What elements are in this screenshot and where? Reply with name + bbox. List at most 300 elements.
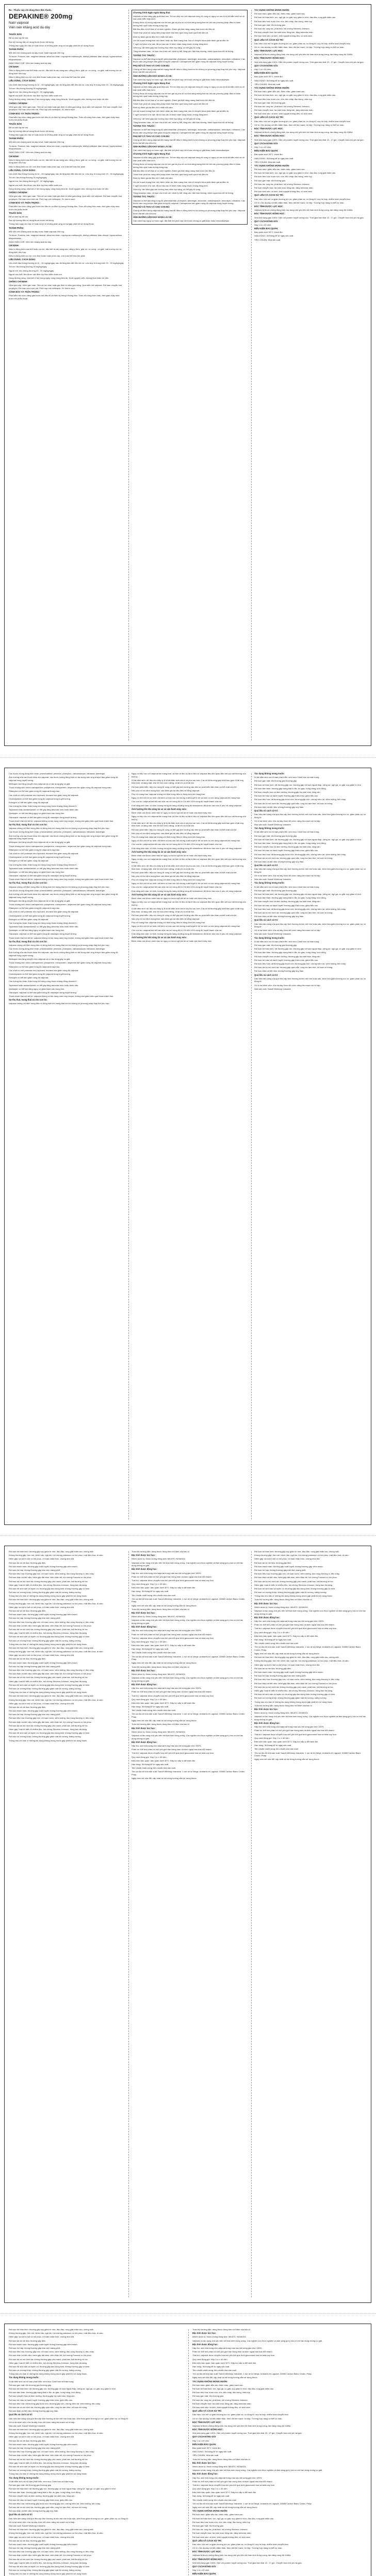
body-paragraph: Rối loạn hệ thần kinh: run, ngủ gà, co giật, suy giảm trí nhớ, đau đầu, rung giật nhãn cầu. (192, 2517, 274, 2520)
body-paragraph: Tiêu chuẩn chất lượng: tiêu chuẩn nhà sản xuất. (254, 1642, 299, 1645)
body-paragraph: Thông báo cho bác sĩ những tác dụng không mong muốn gặp phải khi sử dụng thuốc. (9, 1739, 88, 1742)
body-paragraph: Không thường gặp: hôn mê, bệnh não, ngủ lịm, hội chứng parkinson có hồi phục, mất điều hòa, dị cảm. (9, 1698, 104, 1701)
body-paragraph: Mỗi viên nén kháng acid dạ dày chứa: Natri valproat 200 mg. (9, 230, 65, 233)
body-paragraph: Rối loạn hệ sinh sản và tuyến vú: thường gặp đau bụng kinh; không thường gặp vô kinh. (9, 2565, 90, 2568)
body-paragraph: Dị tật bẩm sinh và rối loạn phát triển: xem mục Cảnh báo và thận trọng. (254, 940, 320, 943)
section-heading: ĐIỀU KIỆN BẢO QUẢN: (254, 227, 279, 230)
body-paragraph: Thuốc kháng sinh nhóm carbapenem: panipenem, meropenem, imipenem làm giảm nồng độ valproat trong máu. (9, 961, 112, 964)
body-paragraph: Sinh khả dụng gần 100%. Gắn với protein huyết tương cao. Thời gian bán thải 15 - 17 giờ. Chuyển hóa chủ yếu tại gan. (254, 138, 364, 141)
body-paragraph: Hộp 1 lọ x 40 viên. (192, 2569, 210, 2572)
body-paragraph: Rối loạn tâm thần: thường gặp trạng thái lú lẫn, ảo giác, hung hăng, kích động. (254, 841, 326, 844)
section-heading: LIỀU DÙNG, CÁCH DÙNG: (9, 258, 36, 261)
leaflet-panel-3 (4, 1546, 371, 2303)
body-paragraph: Valproat có tác dụng chủ yếu trên hệ thần kinh trung ương. Các nghiên cứu thực nghiệm và lâm sàng gợi ý hai cơ chế tác dụng chống co giật. (192, 2469, 323, 2472)
body-paragraph: Viêm tụy: rất hiếm gặp các trường hợp viêm tụy nặng, có thể gây tử vong. (133, 117, 201, 120)
body-paragraph: Bệnh nhân cần được cảnh báo về nguy cơ buồn ngủ khi lái xe hoặc vận hành máy móc. (132, 811, 212, 814)
body-paragraph: Điều trị động kinh cục bộ: cơn đơn thuần hoặc phức tạp, cơn toàn thể hóa thứ phát. (9, 76, 86, 79)
body-paragraph: Dấu hiệu: hôn mê có giảm trương lực cơ, giảm phản xạ, co đồng tử, suy hô hấp, nhiễm toan chuyển hóa. (192, 2413, 289, 2416)
section-heading: CHỈ ĐỊNH: (9, 155, 20, 158)
body-paragraph: Thuốc kháng sinh nhóm carbapenem: panipenem, meropenem, imipenem làm giảm nồng độ valproat trong máu. (9, 844, 112, 848)
body-paragraph: Rối loạn tâm thần: thường gặp trạng thái lú lẫn, ảo giác, hung hăng, kích động. (9, 2391, 81, 2394)
panel3-column-c (254, 1550, 368, 2298)
body-paragraph: Rối loạn gan mật: tổn thương gan. (254, 179, 286, 182)
section-heading: Đặc tính dược lực học: (254, 1707, 279, 1710)
body-paragraph: Estrogen có thể làm giảm nồng độ valproat. (9, 801, 49, 804)
body-paragraph: Nguy cơ tiếp xúc với valproat khi mang thai: cả đơn trị liệu và đa trị liệu có valproat đều liên quan đến kết cục bất thường của thai kỳ. (132, 815, 246, 821)
body-paragraph: Rối loạn thận và tiết niệu: không thường gặp suy thận. (254, 805, 304, 808)
body-paragraph: Hiếm gặp: hoại tử biểu bì nhiễm độc, hội chứng Stevens-Johnson, hồng ban đa dạng. (9, 1632, 88, 1635)
body-paragraph: Đọc kỹ hướng dẫn sử dụng thuốc trước khi dùng. (9, 219, 54, 222)
body-paragraph: Rối loạn tai và mê đạo: thường gặp điếc. (254, 1667, 292, 1670)
body-paragraph: Valproat có tác dụng chủ yếu trên hệ thần kinh trung ương. Các nghiên cứu thực nghiệm và lâm sàng gợi ý hai cơ chế tác dụng chống co giật. (192, 2339, 323, 2342)
body-paragraph: Nguy cơ đối với trẻ sơ sinh: rất hiếm có báo cáo hội chứng xuất huyết ở trẻ sơ sinh có mẹ dùng valproat khi mang thai. (132, 839, 241, 842)
body-paragraph: Rối loạn tâm thần: thường gặp trạng thái lú lẫn, ảo giác, hung hăng, kích động. (254, 896, 326, 900)
panel1-column-a (9, 9, 125, 741)
body-paragraph: Ảnh hưởng của các thuốc khác lên valproat: các thuốc chống động kinh có tác dụng cảm ứng enzym làm giảm nồng độ valproat trong huyết tương. (9, 893, 118, 899)
body-paragraph: Nếu phụ nữ dự định mang thai: cần đánh giá lại việc điều trị bằng valproat. (132, 789, 200, 792)
body-paragraph: Mefloquin làm tăng chuyển hóa valproat và có tác dụng gây co giật. (9, 958, 71, 961)
body-paragraph: Điều kiện bảo quản: bảo quản dưới 30°C. Đậy kín nắp lọ để tránh ẩm. (192, 2361, 257, 2364)
body-paragraph: Sinh khả dụng gần 100%. Gắn với protein huyết tương cao. Thời gian bán thải 15 - 17 giờ. Chuyển hóa chủ yếu tại gan. (192, 2561, 302, 2564)
body-paragraph: Không thường gặp: hôn mê, bệnh não, ngủ lịm, hội chứng parkinson có hồi phục, mất điều hòa, dị cảm. (9, 1650, 104, 1653)
body-paragraph: Topiramat hoặc acetazolamid: có thể gây tăng amoniac máu hoặc bệnh não. (9, 925, 79, 928)
body-paragraph: Xử trí: rửa dạ dày, lợi tiểu thẩm thấu, theo dõi tim mạch, hô hấp. Trường hợp nặng có thể lọc máu. (254, 45, 345, 48)
body-paragraph: Valproat là thuốc chống động kinh, tác dụng chủ yếu trên hệ thần kinh trung ương, làm tăng nồng độ GABA. (192, 2424, 291, 2427)
body-paragraph: Mỗi viên nén kháng acid dạ dày chứa: Natri valproat 200 mg. (9, 52, 65, 55)
body-paragraph: Cholestyramin có thể làm giảm nồng độ valproat trong huyết tương. (9, 797, 71, 800)
body-paragraph: Thải trừ: valproat được chuyển hóa chủ yếu bởi quá trình glucuronid hóa và beta-oxy hóa. (132, 1752, 214, 1755)
body-paragraph: Rối loạn cơ xương khớp: không thường gặp giảm mật độ xương, loãng xương. (9, 1639, 81, 1642)
body-paragraph: Rối loạn hệ thần kinh: rất thường gặp run; thường gặp rối loạn ngoại tháp, sững sờ, ngủ gà, co giật, suy giảm trí nhớ. (254, 783, 362, 786)
body-paragraph: Rối loạn gan mật: tổn thương gan thường gặp. (9, 2483, 52, 2486)
body-paragraph: Không thường gặp: hôn mê, bệnh não, ngủ lịm, hội chứng parkinson có hồi phục, mất điều hòa, dị cảm. (254, 1554, 349, 1557)
body-paragraph: Valproat chống chỉ định trong điều trị động kinh khi mang thai trừ khi không có phương pháp thay thế phù hợp. (9, 1002, 110, 1005)
body-paragraph: Rối loạn da và mô dưới da: thường gặp quá mẫn, rụng tóc tạm thời, rối loạn về móng. (254, 802, 333, 805)
body-paragraph: Valproat có thể làm tăng nồng độ phenobarbital, phenytoin, lamotrigin, zidovudin, carbamazepin, nimodipin, rufinamid. Các thuốc cảm ứng enzym làm giảm nồng độ valproat. Carbapenem làm giảm nồng độ valproat trong huyết tương. (133, 199, 245, 205)
body-paragraph: Không được sử dụng valproat cho trẻ em gái và phụ nữ có khả năng mang thai trừ khi các phương pháp điều trị khác không hiệu quả hoặc không dung nạp. (133, 21, 241, 27)
body-paragraph: Rối loạn chuyển hóa và dinh dưỡng: thường gặp hạ natri máu, tăng cân. (9, 2395, 75, 2398)
body-paragraph: Valproat có tác dụng chủ yếu trên hệ thần kinh trung ương. Các nghiên cứu thực nghiệm và lâm sàng gợi ý hai cơ chế tác dụng chống co giật. (254, 1715, 366, 1721)
body-paragraph: Rối loạn da và mô dưới da: thường gặp quá mẫn, rụng tóc tạm thời, rối loạn về móng. (254, 966, 333, 969)
body-paragraph: Quy cách đóng gói: Hộp 1 lọ x 40 viên. (254, 1631, 290, 1634)
body-paragraph: Hộp 1 lọ x 40 viên. (254, 223, 272, 226)
section-heading: Ảnh hưởng lên khả năng lái xe và vận hành máy móc: (132, 936, 187, 939)
body-paragraph: Rối loạn da: rụng tóc, phát ban, hội chứng Stevens-Johnson. (254, 27, 310, 30)
body-paragraph: Rối loạn tiêu hóa: rất thường gặp buồn nôn; thường gặp nôn, chứng viêm lợi, viêm miệng, tiêu chảy. (9, 2502, 101, 2505)
body-paragraph: Hiếm gặp: sa sút trí tuệ có hồi phục, rối loạn nhận thức, chứng nhìn đôi. (254, 1557, 320, 1561)
body-paragraph: Rối loạn tiêu hóa: buồn nôn, nôn, tiêu chảy, đau bụng, viêm tụy. (192, 2520, 251, 2523)
body-paragraph: Valproat có tác dụng chủ yếu trên hệ thần kinh trung ương. Các nghiên cứu thực nghiệm và lâm sàng gợi ý hai cơ chế tác dụng chống co giật. (132, 1619, 243, 1624)
body-paragraph: Điều trị động kinh cục bộ: cơn đơn thuần hoặc phức tạp, cơn toàn thể hóa thứ phát. (9, 165, 86, 168)
body-paragraph: Hạn dùng: 36 tháng kể từ ngày sản xuất. (192, 2495, 230, 2498)
body-paragraph: Rối loạn máu: giảm tiểu cầu, thiếu máu, giảm bạch cầu. (192, 2383, 243, 2386)
body-paragraph: Mefloquin làm tăng chuyển hóa valproat và có tác dụng gây co giật. (9, 782, 71, 785)
body-paragraph: Rối loạn cơ xương khớp: không thường gặp giảm mật độ xương, loãng xương. (254, 1591, 327, 1594)
body-paragraph: Ngày xem xét sửa đổi, cập nhật lại nội dung hướng dẫn sử dụng thuốc. (192, 2506, 258, 2509)
body-paragraph: Rối loạn sinh sản: vô kinh, kinh nguyệt không đều, vô sinh nam. (192, 2535, 251, 2538)
body-paragraph: Tên và địa chỉ nhà sản xuất: Sanofi Winthrop Industrie, 1 rue de la Vierge, Ambarès et Lagrave, 33565 Carbon Blanc Cedex, Pháp. (132, 1713, 246, 1719)
body-paragraph: Rối loạn da và mô dưới da: không thường gặp phù mạch, phát ban, bất thường về tóc. (9, 2458, 88, 2461)
section-heading: QUY CÁCH ĐÓNG GÓI: (254, 142, 279, 145)
body-paragraph: Dấu hiệu lâm sàng của quá liều cấp tính thường là hôn mê nhẹ hoặc sâu, kèm theo giảm trương lực cơ, giảm phản xạ, co đồng tử. (254, 813, 366, 819)
body-paragraph: Xử trí: rửa dạ dày, lợi tiểu thẩm thấu, theo dõi tim mạch, hô hấp. Trường hợp nặng có thể lọc máu. (192, 2417, 283, 2420)
body-paragraph: Bắt đầu điều trị bởi bác sĩ có kinh nghiệm. Đánh giá khả năng mang thai trước khi điều trị. (133, 170, 216, 172)
body-paragraph: Người cao tuổi: liều được xác định tùy theo kiểm soát cơn. (9, 183, 63, 187)
body-paragraph: Rối loạn hệ sinh sản và tuyến vú: thường gặp đau bụng kinh; không thường gặp vô kinh. (254, 1587, 336, 1590)
body-paragraph: Viêm gan cấp. Viêm gan mạn. Tiền sử cá nhân hoặc gia đình bị viêm gan nặng. Quá mẫn với valproat. Rối loạn chuyển hóa porphyrin. Rối loạn chu trình urê. Phối hợp với mefloquin, St John's wort. (9, 284, 122, 290)
body-paragraph: Dị tật bẩm sinh và rối loạn phát triển: xem mục Cảnh báo và thận trọng. (254, 831, 320, 834)
section-heading: QUÁ LIỀU VÀ CÁCH XỬ TRÍ: (254, 116, 284, 119)
body-paragraph: Hạn dùng: 36 tháng kể từ ngày sản xuất. (132, 1648, 169, 1651)
body-paragraph: Thải trừ: valproat được chuyển hóa chủ yếu bởi quá trình glucuronid hóa và beta-oxy hóa. (254, 1733, 337, 1736)
rx-notice: Rx - Thuốc này chỉ dùng theo đơn thuốc. (9, 9, 52, 11)
body-paragraph: Hấp thu: sinh khả dụng của valproat trong máu sau khi uống gần như 100%. (192, 2476, 263, 2479)
body-paragraph: Rối loạn tâm thần: thường gặp trạng thái lú lẫn, ảo giác, hung hăng, kích động. (9, 2491, 81, 2494)
body-paragraph: Rối loạn chuyển hóa: hạ natri máu, tăng cân, tăng amoniac máu. (254, 109, 314, 112)
body-paragraph: Rối loạn thận và tiết niệu: không thường gặp suy thận. (254, 860, 304, 863)
body-paragraph: Thải trừ: valproat được chuyển hóa chủ yếu bởi quá trình glucuronid hóa và beta-oxy hóa. (132, 1579, 214, 1582)
body-paragraph: Rối loạn da và mô dưới da: thường gặp quá mẫn, rụng tóc tạm thời, rối loạn về móng. (254, 911, 333, 914)
body-paragraph: Rối loạn hệ thần kinh: thường gặp suy giảm trí nhớ, đau đầu, rung giật nhãn cầu, chóng mặt. (9, 1598, 94, 1601)
body-paragraph: Bảo quản dưới 30°C, tránh ẩm. (192, 2447, 221, 2449)
section-heading: Đặc tính dược động học: (254, 1616, 280, 1619)
body-paragraph: Xử trí tại bệnh viện: rửa dạ dày, theo dõi chức năng tim mạch và hô hấp. (254, 819, 321, 822)
body-paragraph: Tiêu chuẩn chất lượng: tiêu chuẩn nhà sản xuất. (132, 1709, 176, 1712)
section-heading: QUY CÁCH ĐÓNG GÓI: (254, 64, 279, 67)
body-paragraph: Nhóm dược lý: thuốc chống động kinh. Mã ATC: N03AG01. (132, 1615, 186, 1618)
body-paragraph: Nhà sản xuất: Sanofi Winthrop Industrie. (254, 987, 291, 990)
body-paragraph: Các thuốc chống động kinh khác: phenobarbital, primidon, phenytoin, carbamazepin, felbamat, lamotrigin. (9, 947, 106, 951)
leaflet-panel-4 (4, 2324, 371, 2576)
body-paragraph: Hiếm gặp: sa sút trí tuệ có hồi phục, rối loạn nhận thức, chứng nhìn đôi. (9, 2535, 75, 2538)
body-paragraph: Điều trị động kinh toàn thể hoặc cục bộ, đặc biệt là các dạng sau: vắng ý thức, giật cơ, co cứng - co giật, mất trương lực và động kinh hỗn hợp. (9, 69, 122, 75)
body-paragraph: Ý nghĩ và hành vi tự sát: đã có báo cáo ở bệnh nhân dùng thuốc chống động kinh. (133, 113, 208, 116)
body-paragraph: Rối loạn da và mô dưới da: không thường gặp phù mạch, phát ban, bất thường về tóc. (254, 1685, 334, 1688)
body-paragraph: Lên kế hoạch mang thai: nếu bệnh nhân dự định mang thai, bác sĩ chuyên khoa phải đánh giá lại điều trị. (133, 110, 230, 113)
body-paragraph: Rối loạn hệ sinh sản và tuyến vú: thường gặp đau bụng kinh; không thường gặp vô kinh. (9, 1683, 90, 1686)
section-heading: ĐẶC TÍNH DƯỢC LỰC HỌC: (254, 127, 284, 130)
body-paragraph: Rối loạn hô hấp: không thường gặp tràn dịch màng phổi. (9, 1665, 61, 1668)
body-paragraph: Topiramat hoặc acetazolamid: có thể gây tăng amoniac máu hoặc bệnh não. (9, 984, 79, 987)
body-paragraph: Thông báo cho bác sĩ những tác dụng không mong muốn gặp phải khi sử dụng thuốc. (9, 2572, 88, 2575)
body-paragraph: Định kỳ đánh giá lại điều trị ít nhất mỗi năm. (133, 106, 173, 109)
body-paragraph: Tên và địa chỉ nhà sản xuất: Sanofi Winthrop Industrie, 1 rue de la Vierge, Ambarès et Lagrave, 33565 Carbon Blanc Cedex, Pháp. (254, 1751, 361, 1757)
body-paragraph: Bệnh nhân cần được cảnh báo về nguy cơ buồn ngủ khi lái xe hoặc vận hành máy móc. (132, 897, 212, 900)
body-paragraph: Rối loạn thận và tiết niệu: hiếm gặp đái dầm, viêm thận kẽ, hội chứng Fanconi có hồi phục. (9, 1720, 92, 1723)
body-paragraph: Rối loạn hệ máu và bạch huyết: thường gặp thiếu máu, giảm tiểu cầu. (254, 904, 319, 907)
body-paragraph: Hạn dùng: 36 tháng kể từ ngày sản xuất. (132, 1705, 169, 1708)
body-paragraph: Rối loạn mạch máu: thường gặp xuất huyết; không thường gặp viêm mạch. (9, 1565, 78, 1568)
body-paragraph: Estrogen có thể làm giảm nồng độ valproat. (9, 976, 49, 979)
body-paragraph: Rối loạn da và mô dưới da: không thường gặp phù mạch, phát ban, bất thường về tóc. (9, 2557, 88, 2561)
body-paragraph: Nhóm dược lý: thuốc chống động kinh. Mã ATC: N03AG01. (254, 1711, 309, 1715)
body-paragraph: Quetiapin: có thể làm tăng nguy cơ giảm bạch cầu trung tính. (9, 870, 65, 873)
body-paragraph: Tiêu chuẩn chất lượng: tiêu chuẩn nhà sản xuất. (132, 1767, 176, 1770)
body-paragraph: Rối loạn mạch máu: thường gặp xuất huyết; không thường gặp viêm mạch. (9, 1661, 78, 1664)
body-paragraph: Rối loạn tiêu hóa: rất thường gặp buồn nôn; thường gặp nôn, chứng viêm lợi, viêm miệng, tiêu chảy. (254, 798, 346, 801)
body-paragraph: Bắt đầu điều trị bởi bác sĩ có kinh nghiệm. Đánh giá khả năng mang thai trước khi điều trị. (133, 28, 216, 31)
body-paragraph: Rối loạn da và mô dưới da: không thường gặp phù mạch, phát ban, bất thường về tóc. (254, 1580, 334, 1583)
body-paragraph: Không thường gặp: hôn mê, bệnh não, ngủ lịm, hội chứng parkinson có hồi phục, mất điều hòa, dị cảm. (9, 2332, 104, 2335)
section-heading: QUY CÁCH ĐÓNG GÓI: (192, 2435, 217, 2438)
body-paragraph: Ảnh hưởng của các thuốc khác lên valproat: các thuốc chống động kinh có tác dụng cảm ứng enzym làm giảm nồng độ valproat trong huyết tương. (9, 834, 118, 840)
body-paragraph: Rối loạn thận và tiết niệu: hiếm gặp đái dầm, viêm thận kẽ, hội chứng Fanconi có hồi phục. (9, 2554, 92, 2557)
body-paragraph: Thải trừ: valproat được chuyển hóa chủ yếu bởi quá trình glucuronid hóa và beta-oxy hóa. (132, 1694, 214, 1697)
body-paragraph: Nhà sản xuất: Sanofi Winthrop Industrie. (254, 933, 291, 936)
body-paragraph: Valproat là thuốc chống động kinh, tác dụng chủ yếu trên hệ thần kinh trung ương, làm tăng nồng độ GABA. (254, 53, 353, 56)
body-paragraph: Thuốc tránh thai nội tiết tố: valproat không có tác dụng cảm ứng enzym, không làm giảm hiệu quả thuốc tránh thai. (9, 819, 114, 822)
body-paragraph: Nhóm dược lý: thuốc chống động kinh. Mã ATC: N03AG01. (192, 2335, 247, 2338)
body-paragraph: Rối loạn tiêu hóa: thường gặp nôn, rối loạn nướu, viêm miệng, đau vùng thượng vị, tiêu chảy. (9, 1620, 94, 1623)
panel4-column-a (9, 2328, 184, 2576)
section-heading: ĐẶC TÍNH DƯỢC ĐỘNG HỌC: (254, 57, 285, 60)
body-paragraph: Dấu hiệu: hôn mê có giảm trương lực cơ, giảm phản xạ, co đồng tử, suy hô hấp, nhiễm toan chuyển hóa. (254, 197, 351, 200)
section-heading: THÀNH PHẦN: (9, 47, 24, 50)
body-paragraph: Thông báo cho bác sĩ những tác dụng không mong muốn gặp phải khi sử dụng thuốc. (254, 1700, 333, 1703)
section-heading: ĐẶC TÍNH DƯỢC LỰC HỌC: (254, 205, 284, 208)
body-paragraph: Liều khởi đầu thông thường là 10 - 15 mg/kg/ngày, sau đó tăng dần đến liều tối ưu. Liều duy trì trung bình 20 - 30 mg/kg/ngày. (9, 83, 124, 86)
body-paragraph: Thải trừ: valproat được chuyển hóa chủ yếu bởi quá trình glucuronid hóa và beta-oxy hóa. (192, 2354, 275, 2357)
section-heading: PHỤ NỮ CÓ THAI VÀ CHO CON BÚ: (133, 134, 170, 138)
body-paragraph: Phân bố: thể tích phân bố chủ yếu giới hạn trong máu và dịch ngoại bào trao đổi nhanh. (254, 1623, 335, 1626)
section-heading: Quá liều và cách xử trí: (9, 2413, 33, 2416)
body-paragraph: Xử trí: rửa dạ dày, lợi tiểu thẩm thấu, theo dõi tim mạch, hô hấp. Trường hợp nặng có thể lọc máu. (192, 2547, 283, 2550)
body-paragraph: Phân bố: thể tích phân bố chủ yếu giới hạn trong máu và dịch ngoại bào trao đổi nhanh. (132, 1633, 212, 1636)
body-paragraph: Không thường gặp: hôn mê, bệnh não, ngủ lịm, hội chứng parkinson có hồi phục, mất điều hòa, dị cảm. (254, 1659, 349, 1663)
body-paragraph: Rối loạn hô hấp: không thường gặp tràn dịch màng phổi. (254, 1674, 306, 1677)
body-paragraph: Lên kế hoạch mang thai: nếu bệnh nhân dự định mang thai, bác sĩ chuyên khoa phải đánh giá lại điều trị. (133, 180, 230, 183)
body-paragraph: Thải trừ: valproat được chuyển hóa chủ yếu bởi quá trình glucuronid hóa và beta-oxy hóa. (132, 1636, 214, 1639)
section-heading: Đặc tính dược lực học: (132, 1612, 156, 1614)
section-heading: ĐIỀU KIỆN BẢO QUẢN: (192, 2443, 217, 2446)
panel2-column-a (9, 772, 125, 1520)
body-paragraph: Nhóm dược lý: thuốc chống động kinh. Mã ATC: N03AG01. (132, 1673, 186, 1675)
body-paragraph: Rối loạn hệ thần kinh: rất thường gặp run; thường gặp rối loạn ngoại tháp, sững sờ, ngủ gà, co giật, suy giảm trí nhớ. (9, 2487, 117, 2490)
section-heading: Chương trình Ngăn ngừa Mang thai: (133, 11, 171, 14)
section-heading: Sự thụ thai, mang thai và cho con bú: (9, 940, 47, 943)
body-paragraph: Rối loạn tiêu hóa: rất thường gặp buồn nôn; thường gặp nôn, chứng viêm lợi, viêm miệng, tiêu chảy. (254, 907, 346, 910)
section-heading: TƯƠNG TÁC THUỐC: (133, 124, 156, 127)
body-paragraph: Rối loạn tiêu hóa: rất thường gặp buồn nôn; thường gặp nôn, chứng viêm lợi, viêm miệng, tiêu chảy. (9, 2402, 101, 2405)
section-heading: Đặc tính dược lực học: (132, 1554, 156, 1557)
body-paragraph: Điều kiện bảo quản: bảo quản dưới 30°C. Đậy kín nắp lọ để tránh ẩm. (132, 1644, 196, 1647)
body-paragraph: HẠN DÙNG: 36 tháng kể từ ngày sản xuất. (192, 2450, 232, 2453)
body-paragraph: Rối loạn máu: giảm tiểu cầu, thiếu máu, giảm bạch cầu. (254, 12, 305, 15)
body-paragraph: Để xa tầm tay trẻ em. (9, 215, 29, 218)
body-paragraph: Ngày xem xét sửa đổi, cập nhật lại nội dung hướng dẫn sử dụng thuốc. (132, 1777, 197, 1780)
body-paragraph: Rối loạn thận và tiết niệu: hiếm gặp đái dầm, viêm thận kẽ, hội chứng Fanconi có hồi phục. (9, 1624, 92, 1627)
brand-name: DEPAKINE® 200mg (9, 12, 73, 20)
section-heading: Đặc tính dược lực học: (254, 1602, 279, 1605)
body-paragraph: Dấu hiệu lâm sàng của quá liều cấp tính thường là hôn mê nhẹ hoặc sâu, kèm theo giảm trương lực cơ, giảm phản xạ, co đồng tử. (9, 2517, 129, 2520)
section-heading: THUỐC BÁN (9, 211, 22, 214)
body-paragraph: Rối loạn gan mật: tổn thương gan. (192, 2395, 224, 2398)
body-paragraph: Điều kiện bảo quản: bảo quản dưới 30°C. Đậy kín nắp lọ để tránh ẩm. (132, 1701, 196, 1704)
body-paragraph: Rối loạn tiêu hóa: rất thường gặp buồn nôn; thường gặp nôn, chứng viêm lợi, viêm miệng, tiêu chảy. (254, 962, 346, 965)
body-paragraph: Rối loạn thận và tiết niệu: hiếm gặp đái dầm, viêm thận kẽ, hội chứng Fanconi có hồi phục. (9, 1672, 92, 1675)
body-paragraph: Bảo quản dưới 30°C, tránh ẩm. (254, 75, 283, 78)
body-paragraph: Tên và địa chỉ nhà sản xuất: Sanofi Winthrop Industrie, 1 rue de la Vierge, Ambarès et Lagrave, 33565 Carbon Blanc Cedex, Pháp. (132, 1655, 246, 1661)
body-paragraph: Valproat chống chỉ định trong điều trị động kinh khi mang thai trừ khi không có phương pháp thay thế phù hợp. (9, 944, 110, 947)
panel4-column-b (192, 2328, 368, 2576)
body-paragraph: Dùng đường uống, chia làm 2 lần trong ngày, uống trong bữa ăn. Nuốt nguyên viên, không nhai hoặc bẻ viên. (9, 98, 109, 101)
body-paragraph: Rối loạn da và mô dưới da: không thường gặp phù mạch, phát ban, bất thường về tóc. (9, 2358, 88, 2361)
body-paragraph: Thông báo cho bác sĩ những tác dụng không mong muốn gặp phải khi sử dụng thuốc. (9, 1691, 88, 1694)
body-paragraph: Chống chỉ định dùng valproat khi mang thai để điều trị động kinh trừ khi không có phương pháp thay thế phù hợp. Valproat được bài tiết vào sữa mẹ. (133, 209, 246, 215)
body-paragraph: Rối loạn tiêu hóa: thường gặp nôn, rối loạn nướu, viêm miệng, đau vùng thượng vị, tiêu chảy. (254, 1572, 340, 1575)
section-heading: Sự thụ thai, mang thai và cho con bú: (9, 882, 47, 885)
body-paragraph: Hiếm gặp: hoại tử biểu bì nhiễm độc, hội chứng Stevens-Johnson, hồng ban đa dạng. (9, 2461, 88, 2464)
body-paragraph: Valproat chống chỉ định trong điều trị động kinh khi mang thai trừ khi không có phương pháp thay thế phù hợp. (9, 827, 110, 830)
body-paragraph: Người lớn: liều thông thường 20 - 30 mg/kg/ngày. (9, 91, 55, 93)
body-paragraph: Ngày xem xét sửa đổi, cập nhật lại nội dung hướng dẫn sử dụng thuốc. (254, 1758, 320, 1761)
body-paragraph: Rối loạn phát triển: tiếp xúc trong tử cung có thể gây ảnh hưởng xấu đến sự phát triển tâm thần và thể chất của trẻ. (132, 871, 237, 874)
body-paragraph: Dị tật bẩm sinh: dữ liệu cho thấy tỷ lệ dị tật bẩm sinh chính và phụ cao hơn. Các dị tật thường gặp nhất bao gồm dị tật ống thần kinh, dị dạng mặt, khe hở môi vòm miệng, dị tật chi và dị tật tim. (132, 821, 243, 827)
body-paragraph: Rối loạn tiêu hóa: buồn nôn, nôn, tiêu chảy, đau bụng, viêm tụy. (192, 2391, 251, 2394)
section-heading: Quá liều và cách xử trí: (254, 919, 279, 922)
body-paragraph: Dấu hiệu lâm sàng của quá liều cấp tính thường là hôn mê nhẹ hoặc sâu, kèm theo giảm trương lực cơ, giảm phản xạ, co đồng tử. (254, 922, 366, 928)
body-paragraph: Hấp thu: sinh khả dụng của valproat trong máu sau khi uống gần như 100%. (132, 1687, 202, 1690)
body-paragraph: Rối loạn gan mật: tổn thương gan thường gặp. (254, 944, 298, 947)
body-paragraph: Xử trí tại bệnh viện: rửa dạ dày, theo dõi chức năng tim mạch và hô hấp. (254, 929, 321, 932)
body-paragraph: Chống chỉ định dùng valproat khi mang thai để điều trị động kinh trừ khi không có phương pháp thay thế phù hợp. Valproat được bài tiết vào sữa mẹ. (133, 67, 246, 74)
body-paragraph: Rối loạn hệ máu và bạch huyết: thường gặp thiếu máu, giảm tiểu cầu. (254, 849, 319, 852)
body-paragraph: Hiếm gặp: hoại tử biểu bì nhiễm độc, hội chứng Stevens-Johnson, hồng ban đa dạng. (254, 1583, 333, 1586)
section-heading: THUỐC BÁN (9, 33, 22, 36)
body-paragraph: Quetiapin: có thể làm tăng nguy cơ giảm bạch cầu trung tính. (9, 812, 65, 815)
section-heading: Đặc tính dược động học: (132, 1683, 157, 1686)
body-paragraph: Thải trừ: valproat được chuyển hóa chủ yếu bởi quá trình glucuronid hóa và beta-oxy hóa. (192, 2483, 275, 2486)
body-paragraph: Estrogen có thể làm giảm nồng độ valproat. (9, 859, 49, 862)
section-heading: QUÁ LIỀU VÀ CÁCH XỬ TRÍ: (254, 38, 284, 41)
body-paragraph: Không thường gặp: hôn mê, bệnh não, ngủ lịm, hội chứng parkinson có hồi phục, mất điều hòa, dị cảm. (9, 1554, 104, 1557)
body-paragraph: Khả năng sinh sản: vô kinh, buồng trứng đa nang và tăng nồng độ testosteron đã được báo cáo ở phụ nữ dùng valproat. (132, 846, 242, 850)
body-paragraph: Hạn dùng: 36 tháng kể từ ngày sản xuất. (132, 1762, 169, 1766)
section-heading: Ảnh hưởng lên khả năng lái xe và vận hành máy móc: (132, 850, 187, 853)
body-paragraph: Thuốc kháng sinh nhóm carbapenem: panipenem, meropenem, imipenem làm giảm nồng độ valproat trong máu. (9, 786, 112, 789)
section-heading: Sự thụ thai, mang thai và cho con bú: (9, 998, 47, 1002)
body-paragraph: Olanzapin: valproat có thể làm giảm nồng độ olanzapin trong huyết tương. (9, 991, 77, 994)
body-paragraph: Bảo quản dưới 30°C, tránh ẩm. (254, 231, 283, 234)
body-paragraph: Điều trị động kinh toàn thể hoặc cục bộ, đặc biệt là các dạng sau: vắng ý thức, giật cơ, co cứng - co giật, mất trương lực và động kinh hỗn hợp. (9, 158, 122, 164)
body-paragraph: Phải kiểm tra chức năng gan trước khi điều trị và định kỳ trong 6 tháng đầu. Theo dõi công thức máu, thời gian chảy máu trước khi phẫu thuật. (9, 115, 120, 122)
body-paragraph: Tuân thủ hướng dẫn: dùng thuốc đúng theo chỉ định của bác sĩ. (254, 1598, 313, 1601)
section-heading: THÀNH PHẦN: (9, 137, 24, 140)
body-paragraph: Cần cảnh báo nguy cơ buồn ngủ, đặc biệt khi phối hợp với thuốc chống co giật khác hoặc benzodiazepin. (133, 219, 230, 223)
body-paragraph: Hiếm gặp: sa sút trí tuệ có hồi phục, rối loạn nhận thức, chứng nhìn đôi. (9, 1654, 75, 1657)
body-paragraph: Hạn dùng: 36 tháng kể từ ngày sản xuất. (254, 1744, 292, 1747)
body-paragraph: TIÊU CHUẨN: Nhà sản xuất. (192, 2454, 219, 2457)
body-paragraph: Hiếm gặp: sa sút trí tuệ có hồi phục, rối loạn nhận thức, chứng nhìn đôi. (9, 1702, 75, 1705)
section-heading: Tác dụng không mong muốn: (254, 772, 285, 775)
body-paragraph: Rifampicin có thể làm giảm nồng độ valproat trong máu. (9, 965, 60, 968)
body-paragraph: Rối loạn hô hấp: không thường gặp tràn dịch màng phổi. (9, 2547, 61, 2550)
panel1-col-c-text (254, 9, 368, 241)
body-paragraph: Dị tật bẩm sinh: dữ liệu cho thấy tỷ lệ dị tật bẩm sinh chính và phụ cao hơn. Các dị tật thường gặp nhất bao gồm dị tật ống thần kinh, dị dạng mặt, khe hở môi vòm miệng, dị tật chi và dị tật tim. (132, 907, 243, 913)
body-paragraph: Rối loạn tâm thần: thường gặp trạng thái lú lẫn, ảo giác, hung hăng, kích động. (254, 951, 326, 954)
body-paragraph: Ngày xem xét sửa đổi, cập nhật lại nội dung hướng dẫn sử dụng thuốc. (132, 1719, 197, 1722)
body-paragraph: Phụ nữ mang thai: valproat chống chỉ định trong điều trị động kinh khi mang thai. (132, 878, 205, 882)
body-paragraph: Rối loạn hô hấp: không thường gặp tràn dịch màng phổi. (9, 2447, 61, 2449)
body-paragraph: Rối loạn hệ thần kinh: run, ngủ gà, co giật, suy giảm trí nhớ, đau đầu, rung giật nhãn cầu. (254, 172, 336, 175)
body-paragraph: Trẻ em: liều thông thường 30 mg/kg/ngày. (9, 265, 47, 268)
body-paragraph: Rối loạn chuyển hóa và dinh dưỡng: thường gặp hạ natri máu, tăng cân. (9, 2495, 75, 2498)
body-paragraph: Nếu phụ nữ dự định mang thai: cần đánh giá lại việc điều trị bằng valproat. (132, 874, 200, 877)
section-heading: TÁC DỤNG KHÔNG MONG MUỐN: (254, 86, 290, 89)
body-paragraph: Các chất ức chế protease như lopinavir, ritonavir làm giảm nồng độ valproat. (9, 852, 79, 855)
body-paragraph: Tránh thai: phải sử dụng biện pháp tránh thai hiệu quả trong suốt quá trình điều trị. (133, 31, 209, 35)
body-paragraph: Rối loạn da và mô dưới da: thường gặp quá mẫn, rụng tóc tạm thời, rối loạn về móng. (254, 856, 333, 859)
body-paragraph: Hấp thu: sinh khả dụng của valproat trong máu sau khi uống gần như 100%. (132, 1744, 202, 1747)
body-paragraph: Valproat có khả năng gây quái thai cao. Trẻ em tiếp xúc với valproat trong tử cung có nguy cơ cao bị dị tật bẩm sinh và rối loạn phát triển thần kinh. (133, 14, 244, 21)
body-paragraph: Người lớn: liều thông thường 20 - 30 mg/kg/ngày. (9, 269, 55, 272)
body-paragraph: Thông báo ngay cho bác sĩ hoặc dược sĩ những phản ứng có hại gặp phải khi sử dụng thuốc. (9, 133, 95, 137)
section-heading: CẢNH BÁO VÀ THẬN TRỌNG: (9, 291, 40, 294)
section-heading: Tác dụng không mong muốn: (9, 2476, 39, 2479)
body-paragraph: Sinh khả dụng gần 100%. Gắn với protein huyết tương cao. Thời gian bán thải 15 - 17 giờ. Chuyển hóa chủ yếu tại gan. (254, 216, 364, 219)
body-paragraph: Rối loạn tai và mê đạo: thường gặp điếc. (9, 2339, 46, 2342)
body-paragraph: Định kỳ đánh giá lại điều trị ít nhất mỗi năm. (133, 177, 173, 180)
body-paragraph: Trẻ em: liều thông thường 30 mg/kg/ngày. (9, 176, 47, 179)
body-paragraph: Cho con bú: valproat bài tiết vào sữa mẹ với nồng độ từ 1% đến 10% nồng độ huyết thanh của mẹ. (132, 843, 222, 846)
body-paragraph: Rối loạn chuyển hóa: hạ natri máu, tăng cân, tăng amoniac máu. (192, 2402, 252, 2405)
body-paragraph: Nhà sản xuất: Sanofi Winthrop Industrie. (9, 2424, 46, 2427)
section-heading: Quá liều và cách xử trí: (254, 864, 279, 867)
body-paragraph: Chống chỉ định dùng valproat khi mang thai để điều trị động kinh trừ khi không có phương pháp thay thế phù hợp. Valproat được bài tiết vào sữa mẹ. (133, 139, 246, 144)
body-paragraph: Điều trị động kinh cục bộ: cơn đơn thuần hoặc phức tạp, cơn toàn thể hóa thứ phát. (9, 254, 86, 257)
body-paragraph: Ngày xem xét sửa đổi, cập nhật lại nội dung hướng dẫn sử dụng thuốc. (132, 1662, 197, 1665)
body-paragraph: Phải kiểm tra chức năng gan trước khi điều trị và định kỳ trong 6 tháng đầu. Theo dõi công thức máu, thời gian chảy máu trước khi phẫu thuật. (9, 294, 120, 300)
section-heading: Đặc tính dược lực học: (192, 2332, 217, 2335)
body-paragraph: TIÊU CHUẨN: Nhà sản xuất. (254, 160, 281, 163)
section-heading: Tác dụng không mong muốn: (9, 2376, 39, 2379)
section-heading: ĐẶC TÍNH DƯỢC ĐỘNG HỌC: (192, 2428, 223, 2431)
body-paragraph: Rối loạn tiêu hóa: rất thường gặp buồn nôn; thường gặp nôn, chứng viêm lợi, viêm miệng, tiêu chảy. (254, 853, 346, 856)
body-paragraph: Không được sử dụng valproat cho trẻ em gái và phụ nữ có khả năng mang thai trừ khi các phương pháp điều trị khác không hiệu quả hoặc không dung nạp. (133, 92, 241, 98)
section-heading: ĐẶC TÍNH DƯỢC ĐỘNG HỌC: (192, 2557, 223, 2561)
body-paragraph: Tiêu chuẩn chất lượng: tiêu chuẩn nhà sản xuất. (192, 2369, 237, 2372)
section-heading: Chương trình Ngăn ngừa Mang thai: (133, 152, 171, 156)
body-paragraph: Tên và địa chỉ nhà sản xuất: Sanofi Winthrop Industrie, 1 rue de la Vierge, Ambarès et Lagrave, 33565 Carbon Blanc Cedex, Pháp. (254, 1646, 361, 1651)
body-paragraph: Dấu hiệu: hôn mê có giảm trương lực cơ, giảm phản xạ, co đồng tử, suy hô hấp, nhiễm toan chuyển hóa. (254, 42, 351, 45)
body-paragraph: Nguy cơ đối với trẻ sơ sinh: rất hiếm có báo cáo hội chứng xuất huyết ở trẻ sơ sinh có mẹ dùng valproat khi mang thai. (132, 925, 241, 928)
body-paragraph: Tá dược: Povidon, talc, magnesi stearat, silica keo khan, copolymer methacrylic, diethyl phthalat, titan dioxyd, hypromellose, ethylcellulose... (9, 55, 123, 61)
body-paragraph: TIÊU CHUẨN: Nhà sản xuất. (254, 82, 281, 86)
body-paragraph: Thông báo cho bác sĩ những tác dụng không mong muốn gặp phải khi sử dụng thuốc. (9, 2372, 88, 2376)
body-paragraph: Rối loạn tai và mê đạo: thường gặp điếc. (9, 1609, 46, 1612)
body-paragraph: Rối loạn máu: giảm tiểu cầu, thiếu máu, giảm bạch cầu. (254, 90, 305, 93)
body-paragraph: Hiếm gặp: hoại tử biểu bì nhiễm độc, hội chứng Stevens-Johnson, hồng ban đa dạng. (9, 1680, 88, 1683)
body-paragraph: Cholestyramin có thể làm giảm nồng độ valproat trong huyết tương. (9, 972, 71, 975)
body-paragraph: Hạn dùng: 36 tháng kể từ ngày sản xuất. (192, 2365, 230, 2368)
body-paragraph: Rối loạn tiêu hóa: thường gặp nôn, rối loạn nướu, viêm miệng, đau vùng thượng vị, tiêu chảy. (9, 1717, 94, 1720)
body-paragraph: Rối loạn chuyển hóa: hạ natri máu, tăng cân, tăng amoniac máu. (192, 2532, 252, 2535)
body-paragraph: Quy cách đóng gói: Hộp 1 lọ x 40 viên. (192, 2487, 228, 2490)
body-paragraph: Quy cách đóng gói: Hộp 1 lọ x 40 viên. (132, 1755, 167, 1758)
section-heading: ĐIỀU KIỆN BẢO QUẢN: (254, 72, 279, 75)
body-paragraph: Rối loạn sinh sản: vô kinh, kinh nguyệt không đều, vô sinh nam. (254, 112, 313, 115)
body-paragraph: Rối loạn cơ xương khớp: không thường gặp giảm mật độ xương, loãng xương. (9, 1687, 81, 1690)
body-paragraph: Rối loạn hệ thần kinh: thường gặp suy giảm trí nhớ, đau đầu, rung giật nhãn cầu, chóng mặt. (9, 2428, 94, 2431)
body-paragraph: Rối loạn tiêu hóa: buồn nôn, nôn, tiêu chảy, đau bụng, viêm tụy. (254, 97, 313, 100)
section-heading: CẢNH BÁO VÀ THẬN TRỌNG: (9, 112, 40, 115)
body-paragraph: Rifampicin có thể làm giảm nồng độ valproat trong máu. (9, 790, 60, 793)
body-paragraph: Thông báo cho bác sĩ những tác dụng không mong muốn gặp phải khi sử dụng thuốc. (254, 1595, 333, 1598)
body-paragraph: Valproat có tác dụng chủ yếu trên hệ thần kinh trung ương. Các nghiên cứu thực nghiệm và lâm sàng gợi ý hai cơ chế tác dụng chống co giật. (132, 1561, 243, 1567)
body-paragraph: Xử trí tại bệnh viện: rửa dạ dày, theo dõi chức năng tim mạch và hô hấp. (254, 984, 321, 987)
body-paragraph: Rối loạn sinh sản: vô kinh, kinh nguyệt không đều, vô sinh nam. (192, 2405, 251, 2409)
body-paragraph: DẠNG BÀO CHẾ: Viên nén kháng acid dạ dày. (9, 151, 52, 154)
